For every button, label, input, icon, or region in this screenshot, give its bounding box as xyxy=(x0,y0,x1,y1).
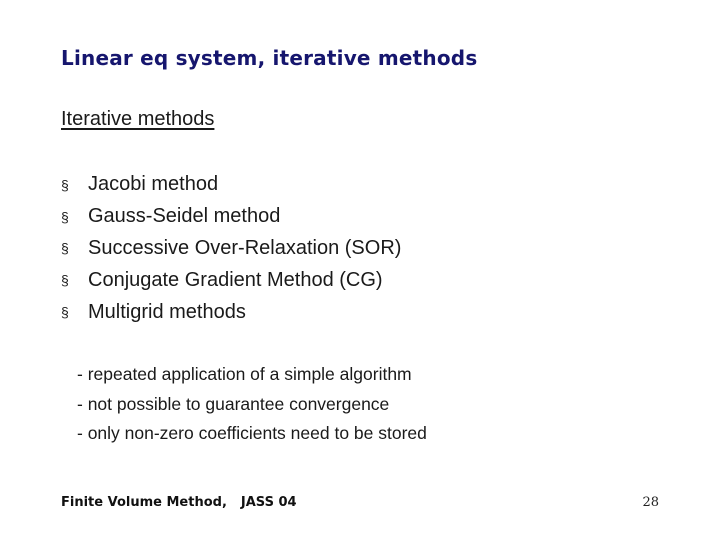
note-item: - repeated application of a simple algorithm xyxy=(77,364,412,385)
footer xyxy=(61,495,297,510)
list-item-label: Gauss-Seidel method xyxy=(88,205,281,228)
list-item xyxy=(61,169,401,201)
list-item xyxy=(61,201,401,233)
note-item: - not possible to guarantee convergence xyxy=(77,393,390,414)
footer-course: Finite Volume Method, xyxy=(61,495,227,510)
list-item xyxy=(61,296,401,328)
list-item-label: Successive Over-Relaxation (SOR) xyxy=(88,236,402,259)
method-list xyxy=(61,169,401,328)
notes-list xyxy=(77,360,427,449)
note-item: - only non-zero coefficients need to be stored xyxy=(77,423,427,444)
bullet-icon: § xyxy=(61,208,69,225)
bullet-icon: § xyxy=(61,240,69,257)
list-item-label: Conjugate Gradient Method (CG) xyxy=(88,268,383,291)
list-item-label: Jacobi method xyxy=(88,173,219,196)
section-heading: Iterative methods xyxy=(61,108,215,130)
slide-title: Linear eq system, iterative methods xyxy=(61,46,478,70)
list-item xyxy=(61,233,401,265)
bullet-icon: § xyxy=(61,176,69,193)
bullet-icon: § xyxy=(61,272,69,289)
bullet-icon: § xyxy=(61,304,69,321)
list-item xyxy=(61,264,401,296)
footer-event: JASS 04 xyxy=(240,495,297,510)
list-item-label: Multigrid methods xyxy=(88,300,246,323)
page-number: 28 xyxy=(642,495,659,510)
